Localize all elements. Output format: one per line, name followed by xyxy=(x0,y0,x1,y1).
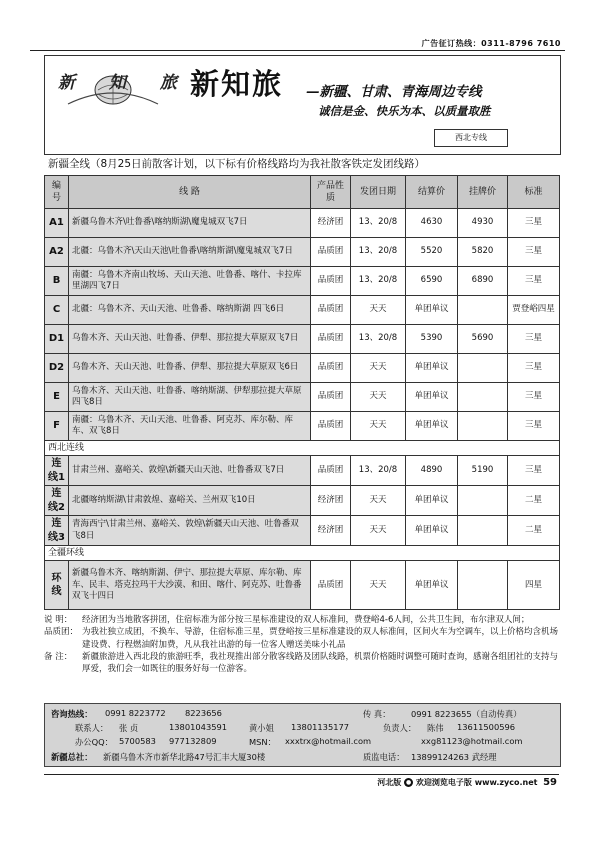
section-title-row xyxy=(45,441,560,456)
route-code: A1 xyxy=(45,209,69,238)
route-code: A2 xyxy=(45,238,69,267)
table-row xyxy=(45,516,560,546)
list-price xyxy=(458,486,508,516)
route-code: C xyxy=(45,296,69,325)
fax-number: 0991 8223655（自动传真） xyxy=(411,709,522,719)
route-code: 连线1 xyxy=(45,456,69,486)
note-row xyxy=(44,626,559,651)
table-header-cell: 挂牌价 xyxy=(458,176,508,209)
consult-phone-2: 8223656 xyxy=(185,708,222,718)
hq-label: 新疆总社： xyxy=(51,752,93,762)
settlement-price: 单团单议 xyxy=(406,354,458,383)
product-type: 经济团 xyxy=(311,209,351,238)
settlement-price: 单团单议 xyxy=(406,296,458,325)
brand-title: 新知旅 xyxy=(190,67,284,101)
hotel-standard: 三星 xyxy=(508,354,560,383)
route-code: 连线3 xyxy=(45,516,69,546)
list-price: 5690 xyxy=(458,325,508,354)
header-rule xyxy=(30,50,565,51)
departure-date: 天天 xyxy=(351,296,406,325)
footer xyxy=(377,777,557,788)
product-type: 品质团 xyxy=(311,296,351,325)
footer-slogan: 欢迎浏览电子版 xyxy=(415,778,472,787)
contact-name-1: 张 贞 xyxy=(119,723,139,733)
route-description: 北疆喀纳斯湖\甘肃敦煌、嘉峪关、兰州双飞10日 xyxy=(69,486,311,516)
route-description: 甘肃兰州、嘉峪关、敦煌\新疆天山天池、吐鲁番双飞7日 xyxy=(69,456,311,486)
hotel-standard: 二星 xyxy=(508,486,560,516)
route-description: 南疆：乌鲁木齐、天山天池、吐鲁番、阿克苏、库尔勒、库车、双飞8日 xyxy=(69,412,311,441)
list-price: 6890 xyxy=(458,267,508,296)
note-label: 说 明： xyxy=(44,615,73,625)
hotel-standard: 三星 xyxy=(508,209,560,238)
list-price: 4930 xyxy=(458,209,508,238)
route-description: 乌鲁木齐、天山天池、吐鲁番、伊犁、那拉提大草原双飞6日 xyxy=(69,354,311,383)
contact-phone-1: 13801043591 xyxy=(169,722,228,732)
route-code: B xyxy=(45,267,69,296)
departure-date: 13、20/8 xyxy=(351,209,406,238)
hotel-standard: 三星 xyxy=(508,238,560,267)
notes xyxy=(44,614,559,676)
msn-2[interactable]: xxg81123@hotmail.com xyxy=(421,736,523,746)
category-tag: 西北专线 xyxy=(434,129,508,147)
product-type: 品质团 xyxy=(311,325,351,354)
intro-text: 新疆全线（8月25日前散客计划，以下标有价格线路均为我社散客铁定发团线路） xyxy=(48,158,426,170)
list-price xyxy=(458,561,508,610)
logo-text: 新 知 旅 xyxy=(58,73,191,93)
route-description: 新疆乌鲁木齐\吐鲁番\喀纳斯湖\魔鬼城双飞7日 xyxy=(69,209,311,238)
edition-label: 河北版 xyxy=(377,778,402,787)
settlement-price: 单团单议 xyxy=(406,383,458,412)
table-header-cell: 线 路 xyxy=(69,176,311,209)
table-row xyxy=(45,209,560,238)
hotel-standard: 三星 xyxy=(508,383,560,412)
hotel-standard: 三星 xyxy=(508,267,560,296)
contact-box xyxy=(44,703,561,767)
table-header-cell: 标准 xyxy=(508,176,560,209)
settlement-price: 单团单议 xyxy=(406,486,458,516)
note-row xyxy=(44,651,559,676)
settlement-price: 4890 xyxy=(406,456,458,486)
route-description: 新疆乌鲁木齐、喀纳斯湖、伊宁、那拉提大草原、库尔勒、库车、民丰、塔克拉玛干大沙漠、和田、喀什、阿克苏、吐鲁番 双飞十四日 xyxy=(69,561,311,610)
settlement-price: 5520 xyxy=(406,238,458,267)
motto: 诚信是金、快乐为本、以质量取胜 xyxy=(318,104,491,118)
departure-date: 天天 xyxy=(351,383,406,412)
table-row xyxy=(45,325,560,354)
table-row xyxy=(45,561,560,610)
hotel-standard: 二星 xyxy=(508,516,560,546)
route-code: D1 xyxy=(45,325,69,354)
departure-date: 13、20/8 xyxy=(351,238,406,267)
route-description: 南疆：乌鲁木齐南山牧场、天山天池、吐鲁番、喀什、卡拉库里湖四飞7日 xyxy=(69,267,311,296)
footer-url[interactable]: www.zyco.net xyxy=(474,778,538,787)
settlement-price: 单团单议 xyxy=(406,516,458,546)
hotel-standard: 三星 xyxy=(508,456,560,486)
route-code: F xyxy=(45,412,69,441)
table-row xyxy=(45,267,560,296)
table-row xyxy=(45,354,560,383)
product-type: 品质团 xyxy=(311,456,351,486)
hq-address: 新疆乌鲁木齐市新华北路47号汇丰大厦30楼 xyxy=(103,752,266,762)
quality-phone: 13899124263 武经理 xyxy=(411,752,497,762)
section-title: 全疆环线 xyxy=(45,546,560,561)
departure-date: 天天 xyxy=(351,561,406,610)
settlement-price: 5390 xyxy=(406,325,458,354)
table-header-row xyxy=(45,176,560,209)
table-header-cell: 产品性质 xyxy=(311,176,351,209)
route-description: 北疆：乌鲁木齐、天山天池、吐鲁番、喀纳斯湖 四飞6日 xyxy=(69,296,311,325)
table-header-cell: 发团日期 xyxy=(351,176,406,209)
table-row xyxy=(45,456,560,486)
logo-icon: ● xyxy=(405,779,412,786)
tagline: —新疆、甘肃、青海周边专线 xyxy=(306,84,482,100)
departure-date: 13、20/8 xyxy=(351,267,406,296)
quality-label: 质监电话： xyxy=(363,752,405,762)
note-text: 为我社独立成团，不换车、导游，住宿标准三星，贾登峪按三星标准建设的双人标准间，区间火车为空调车，以上价格均含机场建设费、行程燃油附加费，凡从我社出游的每一位客人赠送美味小礼品 xyxy=(82,627,559,650)
manager-name: 陈伟 xyxy=(427,723,444,733)
settlement-price: 4630 xyxy=(406,209,458,238)
hotel-standard: 三星 xyxy=(508,325,560,354)
note-label: 品质团： xyxy=(44,627,79,638)
table-header-cell: 结算价 xyxy=(406,176,458,209)
route-code: E xyxy=(45,383,69,412)
table-row xyxy=(45,296,560,325)
list-price: 5820 xyxy=(458,238,508,267)
product-type: 品质团 xyxy=(311,267,351,296)
consult-label: 咨询热线： xyxy=(51,709,93,719)
list-price: 5190 xyxy=(458,456,508,486)
list-price xyxy=(458,516,508,546)
route-table xyxy=(44,175,560,610)
list-price xyxy=(458,354,508,383)
qq-1: 5700583 xyxy=(119,736,156,746)
ad-hotline: 广告征订热线：0311-8796 7610 xyxy=(421,39,561,48)
contact-name-2: 黄小姐 xyxy=(249,723,274,733)
note-row xyxy=(44,614,559,626)
hotel-standard: 三星 xyxy=(508,412,560,441)
product-type: 品质团 xyxy=(311,561,351,610)
qq-2: 977132809 xyxy=(169,736,217,746)
msn-1[interactable]: xxxtrx@hotmail.com xyxy=(285,736,372,746)
note-label: 备 注： xyxy=(44,651,73,662)
contact-label: 联系人： xyxy=(75,723,109,733)
product-type: 品质团 xyxy=(311,354,351,383)
product-type: 经济团 xyxy=(311,486,351,516)
qq-label: 办公QQ： xyxy=(75,737,113,747)
fax-label: 传 真： xyxy=(363,709,391,719)
note-text: 新疆旅游进入西北段的旅游旺季，我社现推出部分散客线路及团队线路，机票价格随时调整可随时查询，感谢各组团社的支持与厚爱，我们会一如既往的服务好每一位游客。 xyxy=(82,651,559,675)
hotel-standard: 贾登峪四星 xyxy=(508,296,560,325)
departure-date: 天天 xyxy=(351,516,406,546)
page-number: 59 xyxy=(543,777,557,788)
route-code: D2 xyxy=(45,354,69,383)
section-title: 西北连线 xyxy=(45,441,560,456)
footer-rule xyxy=(44,774,559,775)
route-code: 环线 xyxy=(45,561,69,610)
settlement-price: 单团单议 xyxy=(406,412,458,441)
note-text: 经济团为当地散客拼团，住宿标准为部分按三星标准建设的双人标准间，费登峪4-6人间，公共卫生间，布尔津双人间； xyxy=(82,615,530,625)
list-price xyxy=(458,412,508,441)
product-type: 品质团 xyxy=(311,412,351,441)
contact-phone-2: 13801135177 xyxy=(291,722,350,732)
table-row xyxy=(45,486,560,516)
product-type: 经济团 xyxy=(311,516,351,546)
departure-date: 13、20/8 xyxy=(351,456,406,486)
table-row xyxy=(45,412,560,441)
route-description: 乌鲁木齐、天山天池、吐鲁番、伊犁、那拉提大草原双飞7日 xyxy=(69,325,311,354)
section-title-row xyxy=(45,546,560,561)
product-type: 品质团 xyxy=(311,238,351,267)
settlement-price: 单团单议 xyxy=(406,561,458,610)
table-row xyxy=(45,238,560,267)
route-code: 连线2 xyxy=(45,486,69,516)
route-description: 青海西宁\甘肃兰州、嘉峪关、敦煌\新疆天山天池、吐鲁番双飞8日 xyxy=(69,516,311,546)
hotel-standard: 四星 xyxy=(508,561,560,610)
list-price xyxy=(458,296,508,325)
departure-date: 天天 xyxy=(351,354,406,383)
route-description: 北疆：乌鲁木齐\天山天池\吐鲁番\喀纳斯湖\魔鬼城双飞7日 xyxy=(69,238,311,267)
table-row xyxy=(45,383,560,412)
consult-phone-1: 0991 8223772 xyxy=(105,708,166,718)
manager-phone: 13611500596 xyxy=(457,722,516,732)
route-description: 乌鲁木齐、天山天池、吐鲁番、喀纳斯湖、伊犁那拉提大草原四飞8日 xyxy=(69,383,311,412)
departure-date: 天天 xyxy=(351,412,406,441)
manager-label: 负责人： xyxy=(383,723,417,733)
product-type: 品质团 xyxy=(311,383,351,412)
settlement-price: 6590 xyxy=(406,267,458,296)
departure-date: 13、20/8 xyxy=(351,325,406,354)
list-price xyxy=(458,383,508,412)
msn-label: MSN： xyxy=(249,737,276,747)
departure-date: 天天 xyxy=(351,486,406,516)
table-header-cell: 编号 xyxy=(45,176,69,209)
